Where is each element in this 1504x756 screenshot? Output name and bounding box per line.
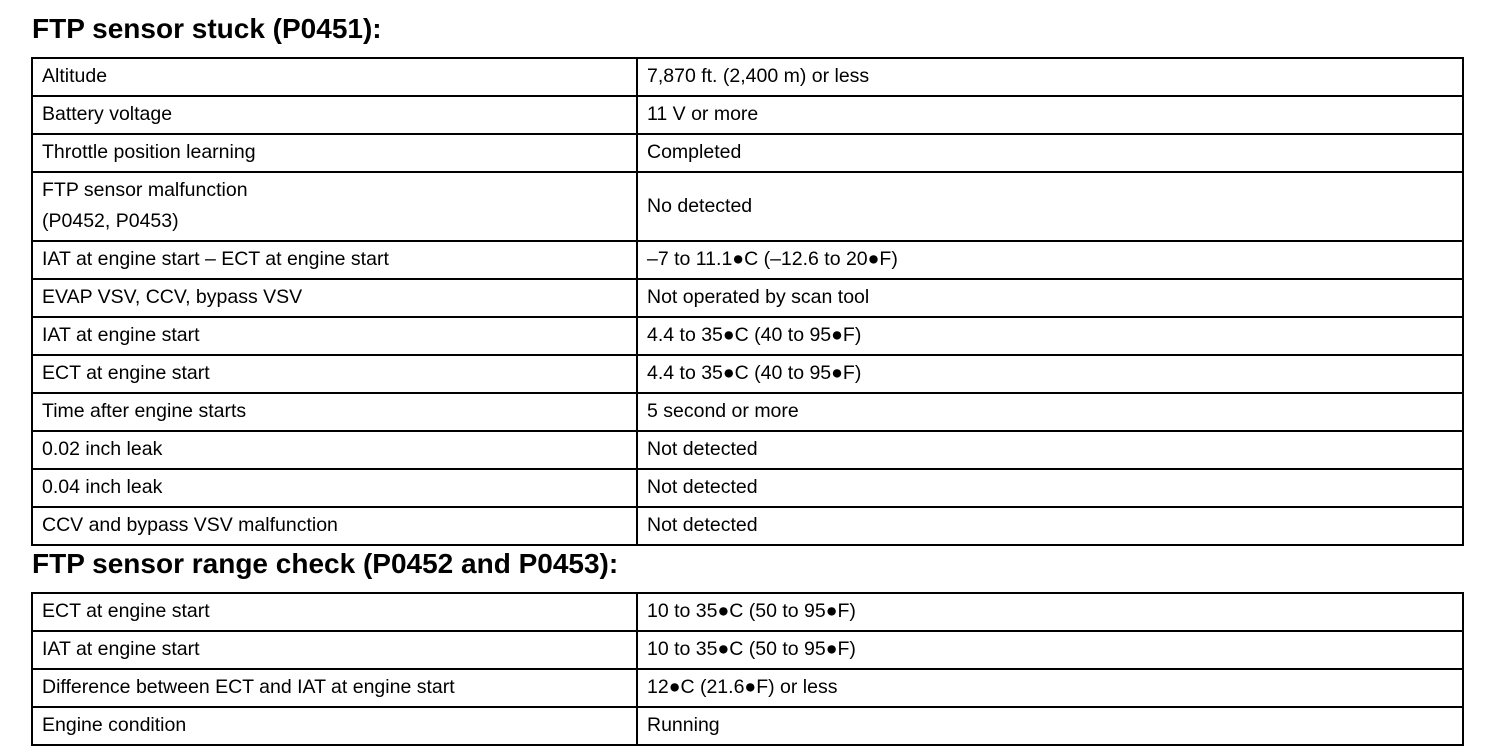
- value-cell: 5 second or more: [637, 393, 1463, 431]
- value-cell: 7,870 ft. (2,400 m) or less: [637, 58, 1463, 96]
- condition-cell: [32, 631, 637, 669]
- condition-cell: [32, 593, 637, 631]
- value-cell: 10 to 35●C (50 to 95●F): [637, 593, 1463, 631]
- table-row: [32, 317, 1463, 355]
- condition-cell: [32, 469, 637, 507]
- value-cell: Not detected: [637, 507, 1463, 545]
- conditions-table-ftp-sensor-range-check: [31, 592, 1464, 746]
- condition-text: IAT at engine start: [42, 324, 200, 346]
- condition-cell: [32, 507, 637, 545]
- condition-text: Engine condition: [42, 714, 187, 736]
- condition-cell: [32, 58, 637, 96]
- condition-cell: [32, 172, 637, 241]
- condition-text: 0.04 inch leak: [42, 476, 163, 498]
- condition-cell: [32, 241, 637, 279]
- condition-cell: [32, 279, 637, 317]
- value-cell: Not operated by scan tool: [637, 279, 1463, 317]
- condition-text: Battery voltage: [42, 103, 173, 125]
- table-row: [32, 431, 1463, 469]
- condition-text: CCV and bypass VSV malfunction: [42, 514, 338, 536]
- condition-text: Altitude: [42, 65, 108, 87]
- table-row: [32, 507, 1463, 545]
- condition-text: ECT at engine start: [42, 600, 210, 622]
- value-cell: 4.4 to 35●C (40 to 95●F): [637, 355, 1463, 393]
- section-title-ftp-sensor-stuck: FTP sensor stuck (P0451):: [32, 13, 382, 44]
- table-row: [32, 393, 1463, 431]
- condition-cell: [32, 355, 637, 393]
- condition-text: Throttle position learning: [42, 141, 256, 163]
- table-row: [32, 172, 1463, 241]
- condition-text: FTP sensor malfunction: [42, 179, 248, 201]
- condition-text: IAT at engine start – ECT at engine start: [42, 248, 389, 270]
- table-row: [32, 96, 1463, 134]
- condition-text: 0.02 inch leak: [42, 438, 163, 460]
- condition-cell: [32, 393, 637, 431]
- condition-cell: [32, 134, 637, 172]
- value-cell: 12●C (21.6●F) or less: [637, 669, 1463, 707]
- condition-text: Difference between ECT and IAT at engine start: [42, 676, 455, 698]
- value-cell: Running: [637, 707, 1463, 745]
- condition-cell: [32, 707, 637, 745]
- section-title-ftp-sensor-range-check: FTP sensor range check (P0452 and P0453):: [32, 548, 619, 579]
- condition-cell: [32, 431, 637, 469]
- value-cell: 4.4 to 35●C (40 to 95●F): [637, 317, 1463, 355]
- table-row: [32, 669, 1463, 707]
- table-row: [32, 279, 1463, 317]
- value-cell: Not detected: [637, 469, 1463, 507]
- condition-text: EVAP VSV, CCV, bypass VSV: [42, 286, 303, 308]
- table-row: [32, 134, 1463, 172]
- condition-cell: [32, 669, 637, 707]
- table-row: [32, 469, 1463, 507]
- value-cell: 10 to 35●C (50 to 95●F): [637, 631, 1463, 669]
- condition-cell: [32, 96, 637, 134]
- value-cell: No detected: [637, 172, 1463, 241]
- value-cell: 11 V or more: [637, 96, 1463, 134]
- condition-text: (P0452, P0453): [42, 210, 179, 232]
- conditions-table-ftp-sensor-stuck: [31, 57, 1464, 546]
- table-row: [32, 355, 1463, 393]
- table-row: [32, 593, 1463, 631]
- table-row: [32, 707, 1463, 745]
- condition-text: ECT at engine start: [42, 362, 210, 384]
- condition-cell: [32, 317, 637, 355]
- condition-text: Time after engine starts: [42, 400, 247, 422]
- table-row: [32, 631, 1463, 669]
- value-cell: –7 to 11.1●C (–12.6 to 20●F): [637, 241, 1463, 279]
- value-cell: Completed: [637, 134, 1463, 172]
- table-row: [32, 58, 1463, 96]
- condition-text: IAT at engine start: [42, 638, 200, 660]
- table-row: [32, 241, 1463, 279]
- value-cell: Not detected: [637, 431, 1463, 469]
